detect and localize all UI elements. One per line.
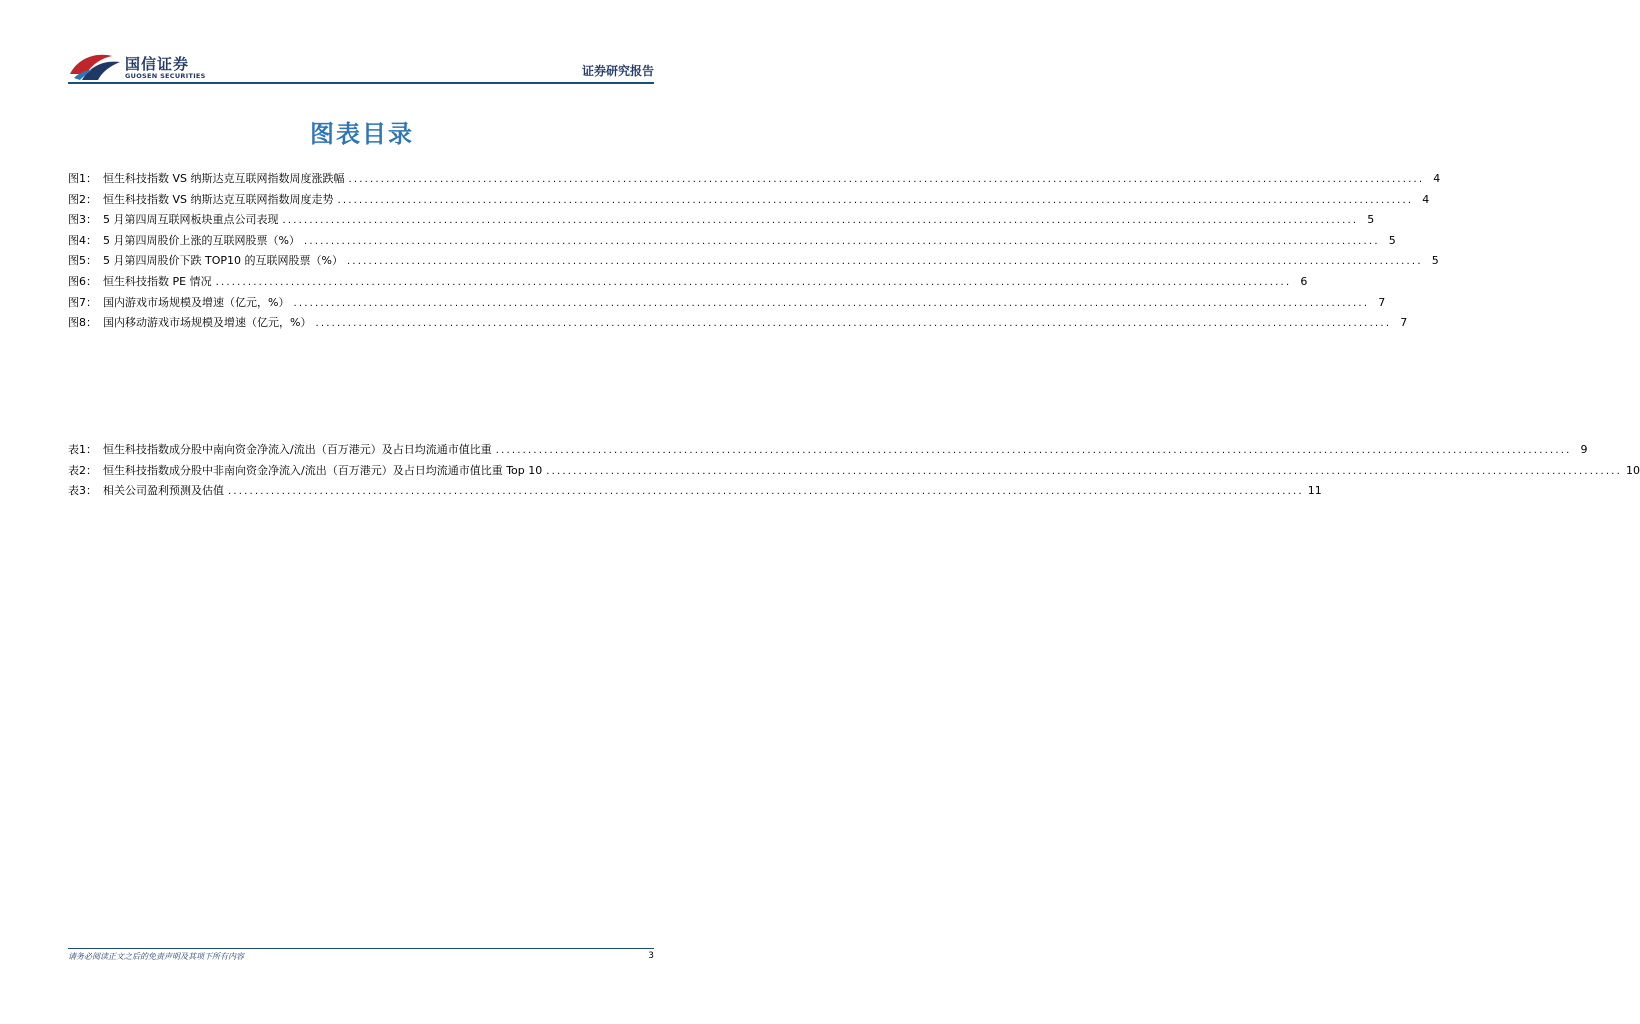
figure-toc-entry-number: 图7： xyxy=(68,295,97,309)
figure-toc-entry-title xyxy=(68,210,279,231)
table-toc-entry-page: 11 xyxy=(1307,484,1322,498)
dot-leader: ........................................................................................................................................................................................................ xyxy=(346,256,1423,268)
figure-toc-entry-title xyxy=(68,272,212,293)
dot-leader: ........................................................................................................................................................................................................ xyxy=(228,486,1304,498)
logo-chinese-name: 国信证券 xyxy=(125,55,190,73)
figure-toc-entry-number: 图4： xyxy=(68,233,97,247)
figure-toc-entry-title xyxy=(68,169,345,190)
figure-toc-entry-number: 图6： xyxy=(68,274,97,288)
figure-toc-entry-page: 7 xyxy=(1378,295,1386,309)
dot-leader: ........................................................................................................................................................................................................ xyxy=(293,297,1370,309)
figure-toc-entry-number: 图1： xyxy=(68,172,97,185)
figure-toc-entry-text: 恒生科技指数 PE 情况 xyxy=(103,274,212,288)
figure-toc-entry-page: 5 xyxy=(1388,233,1396,247)
figure-toc-entry-title xyxy=(68,231,300,252)
figure-toc-entry-text: 国内移动游戏市场规模及增速（亿元，%） xyxy=(103,316,312,330)
logo-english-name: GUOSEN SECURITIES xyxy=(125,72,206,80)
dot-leader: ........................................................................................................................................................................................................ xyxy=(546,465,1623,477)
figure-toc-entry[interactable] xyxy=(68,169,1441,190)
figure-toc-entry-title xyxy=(68,313,311,334)
table-toc-entry-page: 10 xyxy=(1626,463,1640,477)
table-toc-entry-text: 恒生科技指数成分股中南向资金净流入/流出（百万港元）及占日均流通市值比重 xyxy=(103,443,492,456)
figure-toc-entry-text: 恒生科技指数 VS 纳斯达克互联网指数周度走势 xyxy=(103,192,334,206)
figure-toc-entry-number: 图5： xyxy=(68,254,97,268)
table-toc-entry-title xyxy=(68,461,542,482)
table-toc-entry-text: 恒生科技指数成分股中非南向资金净流入/流出（百万港元）及占日均流通市值比重 Top 10 xyxy=(103,463,543,477)
page-number: 3 xyxy=(648,951,654,961)
dot-leader: ........................................................................................................................................................................................................ xyxy=(337,194,1414,206)
figure-toc-entry-title xyxy=(68,251,343,272)
table-toc-entry[interactable] xyxy=(68,440,1588,461)
figure-toc-entry[interactable] xyxy=(68,231,1396,252)
figure-toc-entry-text: 国内游戏市场规模及增速（亿元，%） xyxy=(103,295,290,309)
figure-toc-entry-page: 7 xyxy=(1400,316,1408,330)
figure-toc-entry-title xyxy=(68,190,334,211)
page-title: 图表目录 xyxy=(310,120,414,148)
figure-toc-entry-page: 6 xyxy=(1300,274,1308,288)
dot-leader: ........................................................................................................................................................................................................ xyxy=(282,215,1359,227)
figure-toc-entry-text: 5 月第四周股价上涨的互联网股票（%） xyxy=(103,233,300,247)
figure-toc-entry-number: 图2： xyxy=(68,192,97,206)
figure-toc-entry-page: 4 xyxy=(1422,192,1430,206)
figure-toc-entry-title xyxy=(68,293,289,314)
figure-toc-entry[interactable] xyxy=(68,190,1430,211)
figure-toc-entry-number: 图8： xyxy=(68,316,97,330)
dot-leader: ........................................................................................................................................................................................................ xyxy=(348,174,1425,185)
table-toc-entry-number: 表1： xyxy=(68,443,97,456)
table-toc-entry-number: 表2： xyxy=(68,463,97,477)
dot-leader: ........................................................................................................................................................................................................ xyxy=(215,276,1292,288)
figure-toc-entry[interactable] xyxy=(68,293,1386,314)
figure-toc-entry-text: 恒生科技指数 VS 纳斯达克互联网指数周度涨跌幅 xyxy=(103,172,345,185)
figure-toc-entry[interactable] xyxy=(68,210,1375,231)
table-toc-entry-text: 相关公司盈利预测及估值 xyxy=(103,484,224,498)
dot-leader: ........................................................................................................................................................................................................ xyxy=(495,445,1572,456)
table-toc-entry-page: 9 xyxy=(1580,443,1588,456)
footer-disclaimer: 请务必阅读正文之后的免责声明及其项下所有内容 xyxy=(68,952,244,961)
dot-leader: ........................................................................................................................................................................................................ xyxy=(303,235,1380,247)
footer-divider xyxy=(68,948,654,949)
header-divider xyxy=(68,82,654,84)
figure-toc-entry[interactable] xyxy=(68,251,1439,272)
table-toc-entry-title xyxy=(68,481,224,502)
table-toc-entry-number: 表3： xyxy=(68,484,97,498)
figure-toc-entry-page: 5 xyxy=(1367,213,1375,227)
figure-toc-entry-text: 5 月第四周互联网板块重点公司表现 xyxy=(103,213,279,227)
table-toc-entry-title xyxy=(68,440,492,461)
guosen-logo xyxy=(68,50,208,84)
figure-toc-entry-number: 图3： xyxy=(68,213,97,227)
guosen-logo-icon xyxy=(68,52,122,82)
figure-toc-entry[interactable] xyxy=(68,272,1308,293)
figure-toc-entry[interactable] xyxy=(68,313,1408,334)
figure-toc-entry-page: 5 xyxy=(1431,254,1439,268)
report-type-label: 证券研究报告 xyxy=(581,64,654,78)
figure-toc-entry-text: 5 月第四周股价下跌 TOP10 的互联网股票（%） xyxy=(103,254,343,268)
tables-toc-list xyxy=(68,440,1640,502)
figure-toc-entry-page: 4 xyxy=(1433,172,1441,185)
page-header xyxy=(68,50,654,86)
table-toc-entry[interactable] xyxy=(68,481,1322,502)
table-toc-entry[interactable] xyxy=(68,461,1640,482)
dot-leader: ........................................................................................................................................................................................................ xyxy=(315,318,1392,330)
figures-toc-list xyxy=(68,169,1441,334)
